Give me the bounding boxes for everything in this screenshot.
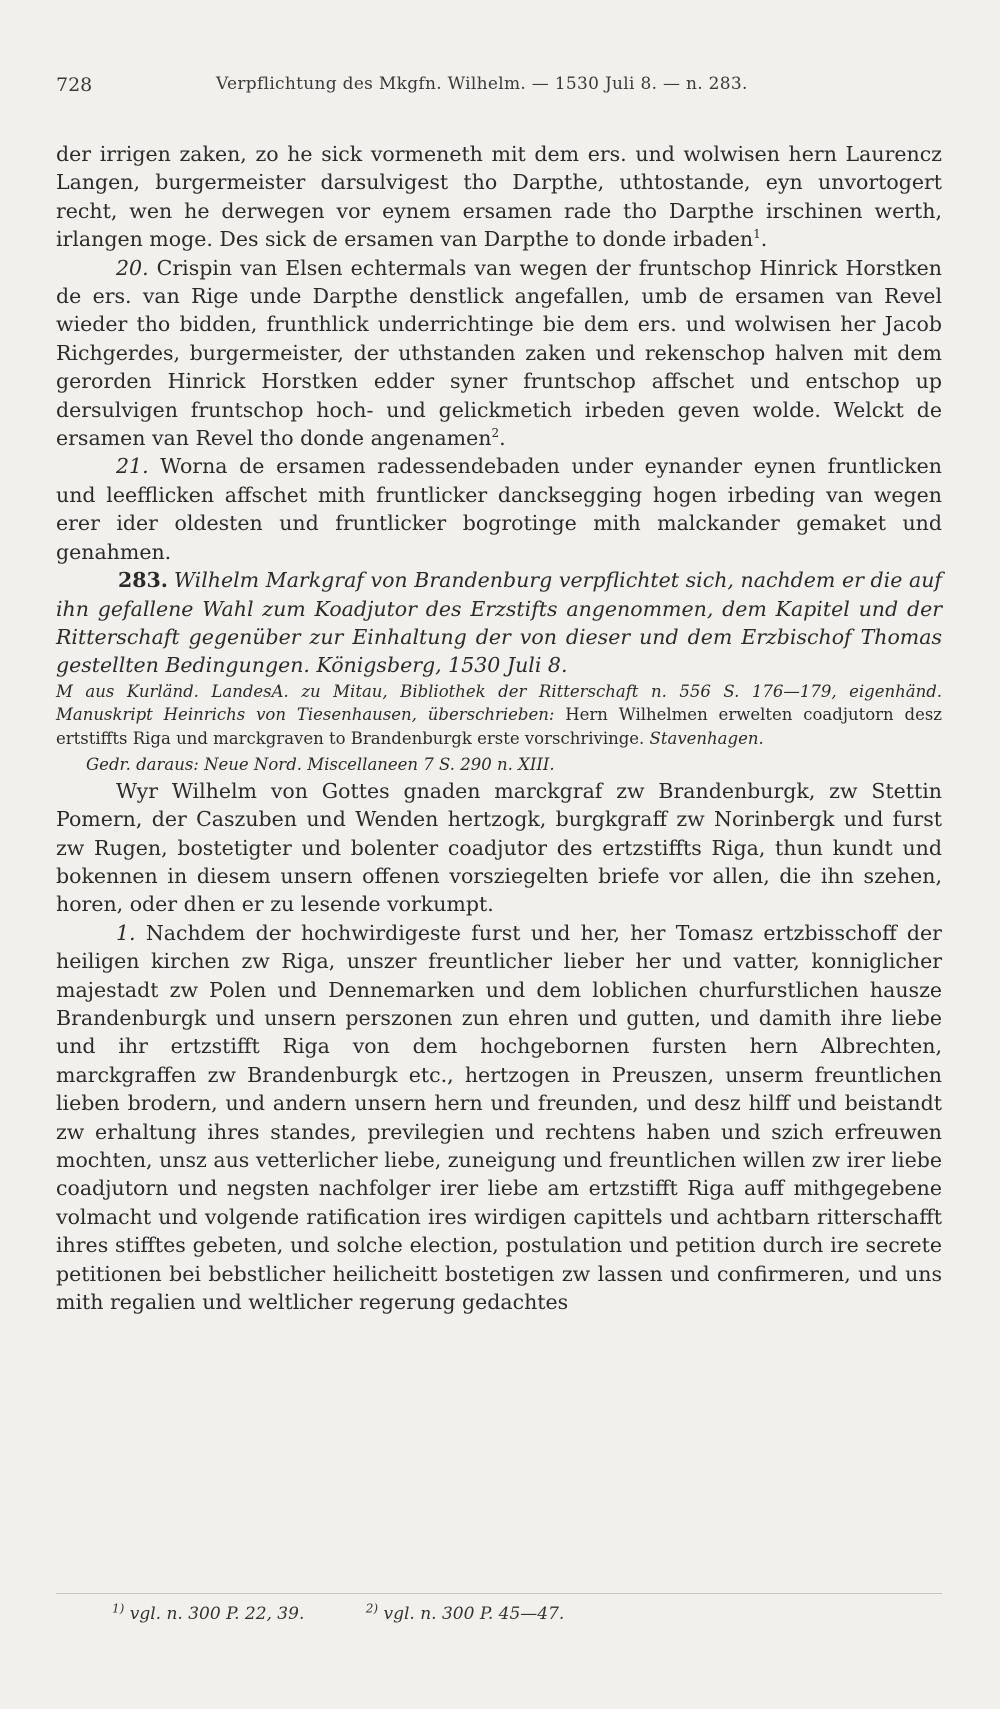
section-21: 21. Worna de ersamen radessendebaden under eynander eynen fruntlicken und leefflicken affschet mith fruntlicker dancksegging hogen irbeding van wegen erer ider oldesten und fruntlicker bogrotinge mith malckander gemaket und genahmen. [56,454,942,564]
source-note [56,680,942,777]
footnote-ref-2: 2 [491,426,500,441]
footnote-1: $^{1)}$ vgl. n. 300 P. 22, 39. [112,1601,305,1624]
section-number: 1. [116,920,136,945]
running-header [56,74,936,102]
footnote-divider [56,1593,942,1594]
paragraph-continuation: der irrigen zaken, zo he sick vormeneth mit dem ers. und wolwisen hern Laurencz Langen, burgermeister darsulvigest tho Darpthe, uthtostande, eyn unvortogert recht, wen he derwegen vor eynem ersamen rade tho Darpthe irschinen werth, irlangen moge. Des sick de ersamen van Darpthe to donde irbaden$^1$. [56,142,942,252]
running-title: Verpflichtung des Mkgfn. Wilhelm. — 1530 Juli 8. — n. 283. [216,74,748,94]
page-body [56,140,942,1316]
footnote-2: $^{2)}$ vgl. n. 300 P. 45—47. [365,1601,565,1624]
source-italic: M aus Kurländ. LandesA. zu Mitau, Bibliothek der Ritterschaft n. 556 S. 176—179, eigenhänd. Manuskript Heinrichs von Tiesenhausen, überschrieben: [56,681,942,725]
section-1: 1. Nachdem der hochwirdigeste furst und her, her Tomasz ertzbisschoff der heiligen kirchen zw Riga, unszer freuntlicher lieber her und vatter, konniglicher majestadt zw Polen und Dennemarken und dem loblichen churfurstlichen hausze Brandenburgk und unsern perszonen zun ehren und gutten, und damith ihre liebe und ihr ertzstifft Riga von dem hochgebornen fursten hern Albrechten, marckgraffen zw Brandenburgk etc., hertzogen in Preuszen, unserm freuntlichen lieben brodern, und andern unsern hern und freunden, und desz hilff und beistandt zw erhaltung ihres standes, previlegien und rechtens haben und szich erfreuwen mochten, unsz aus vetterlicher liebe, zuneigung und freuntlichen willen zw irer liebe coadjutorn und negsten nachfolger irer liebe am ertzstifft Riga auff mithgegebene volmacht und volgende ratification ires wirdigen capittels und achtbarn ritterschafft ihres stifftes gebeten, und solche election, postulation und petition durch ire secrete petitionen bei bebstlicher heilicheitt bostetigen zw lassen und confirmeren, und uns mith regalien und weltlicher regerung gedachtes [56,920,942,1315]
footnotes [112,1601,565,1624]
document-heading [56,566,942,680]
page-number: 728 [56,74,93,96]
footnote-ref-1: 1 [753,227,761,242]
document-intro: Wyr Wilhelm von Gottes gnaden marckgraf zw Brandenburgk, zw Stettin Pomern, der Caszuben und Wenden hertzogk, burgkgraff zw Norinbergk und furst zw Rugen, bostetigter und bolenter coadjutor des ertzstiffts Riga, thun kundt und bokennen in diesem unsern offenen vorsziegelten briefe vor allen, die ihn szehen, horen, oder dhen er zu lesende vorkumpt. [56,778,942,917]
document-number: 283. [118,568,168,593]
section-number: 20. [116,255,149,280]
section-number: 21. [116,454,149,479]
source-title: Hern Wilhelmen erwelten coadjutorn desz ertstiffts Riga und marckgraven to Brandenburgk erste vorschrivinge. [56,705,942,748]
document-summary: Wilhelm Markgraf von Brandenburg verpflichtet sich, nachdem er die auf ihn gefallene Wahl zum Koadjutor des Erzstifts angenommen, dem Kapitel und der Ritterschaft gegenüber zur Einhaltung der von dieser und dem Erzbischof Thomas gestellten Bedingungen. Königsberg, 1530 Juli 8. [56,568,942,678]
editor-name: Stavenhagen. [644,728,764,748]
printed-edition: Gedr. daraus: Neue Nord. Miscellaneen 7 S. 290 n. XIII. [86,755,555,775]
section-20: 20. Crispin van Elsen echtermals van wegen der fruntschop Hinrick Horstken de ers. van Rige unde Darpthe denstlick angefallen, umb de ersamen van Revel wieder tho bidden, frunthlick underrichtinge bie dem ers. und wolwisen her Jacob Richgerdes, burgermeister, der uthstanden zaken und rekenschop halven mit dem gerorden Hinrick Horstken edder syner fruntschop affschet und entschop up dersulvigen fruntschop hoch- und gelickmetich irbeden geven wolde. Welckt de ersamen van Revel tho donde angenamen$^2$. [56,255,942,451]
